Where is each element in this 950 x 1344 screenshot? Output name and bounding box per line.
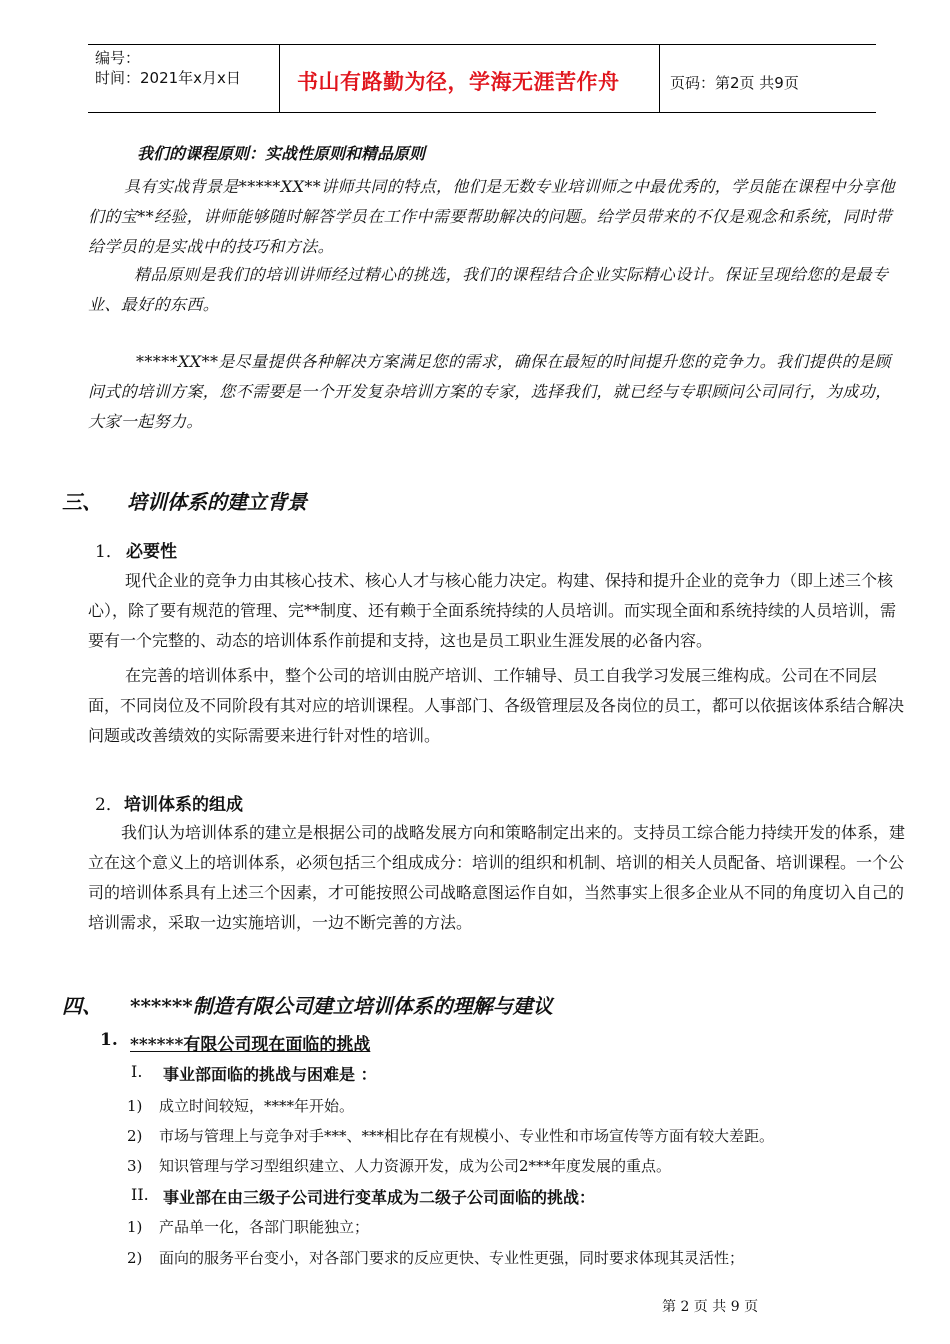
group-I-item-3-number: 3)	[127, 1157, 143, 1175]
group-II-item-1-number: 1)	[127, 1218, 143, 1236]
section-3-sub-1-number: 1．	[95, 542, 123, 562]
intro-title: 我们的课程原则：实战性原则和精品原则	[137, 144, 426, 163]
intro-paragraph-1: 具有实战背景是*****XX**讲师共同的特点，他们是无数专业培训师之中最优秀的，学员能在课程中分享他们的宝**经验，讲师能够随时解答学员在工作中需要帮助解决的问题。给学员带来的不仅是观念和系统，同时带给学员的是实战中的技巧和方法。	[88, 177, 896, 256]
footer-page-number: 第 2 页 共 9 页	[662, 1299, 759, 1315]
header-motto: 书山有路勤为径，学海无涯苦作舟	[297, 70, 620, 94]
header-bottom-rule	[88, 112, 876, 113]
section-3-sub-2-paragraph-1: 我们认为培训体系的建立是根据公司的战略发展方向和策略制定出来的。支持员工综合能力持续开发的体系，建立在这个意义上的培训体系，必须包括三个组成成分：培训的组织和机制、培训的相关人员配备、培训课程。一个公司的培训体系具有上述三个因素，才可能按照公司战略意图运作自如，当然事实上很多企业从不同的角度切入自己的培训需求，采取一边实施培训，一边不断完善的方法。	[88, 823, 906, 932]
group-I-item-1-text: 成立时间较短，****年开始。	[159, 1097, 355, 1115]
intro-paragraph-3: *****XX**是尽量提供各种解决方案满足您的需求，确保在最短的时间提升您的竞争力。我们提供的是顾问式的培训方案，您不需要是一个开发复杂培训方案的专家，选择我们，就已经与专职顾问公司同行，为成功，大家一起努力。	[88, 352, 892, 431]
section-3-sub-2-number: 2．	[95, 795, 123, 815]
section-3-number: 三、	[62, 490, 102, 514]
group-I-number: I.	[131, 1062, 143, 1081]
intro-paragraph-2: 精品原则是我们的培训讲师经过精心的挑选，我们的课程结合企业实际精心设计。保证呈现给您的是最专业、最好的东西。	[88, 265, 889, 314]
header-number-label: 编号：	[95, 49, 141, 67]
header-divider-left	[279, 44, 280, 112]
group-I-title: 事业部面临的挑战与困难是 ：	[163, 1065, 377, 1084]
header-top-rule	[88, 44, 876, 45]
section-3-sub-1-paragraph-1: 现代企业的竞争力由其核心技术、核心人才与核心能力决定。构建、保持和提升企业的竞争力（即上述三个核心），除了要有规范的管理、完**制度、还有赖于全面系统持续的人员培训。而实现全面和系统持续的人员培训，需要有一个完整的、动态的培训体系作前提和支持，这也是员工职业生涯发展的必备内容。	[88, 571, 897, 650]
section-3-sub-2-title: 培训体系的组成	[124, 795, 243, 815]
section-4-title: ******制造有限公司建立培训体系的理解与建议	[130, 994, 553, 1018]
group-I-item-1-number: 1)	[127, 1097, 143, 1115]
group-II-item-2-text: 面向的服务平台变小，对各部门要求的反应更快、专业性更强，同时要求体现其灵活性；	[159, 1249, 745, 1267]
header-divider-right	[659, 44, 660, 112]
header-page-label: 页码：第2页 共9页	[670, 74, 799, 92]
group-I-item-2-number: 2)	[127, 1127, 143, 1145]
group-II-number: II.	[131, 1185, 149, 1204]
section-3-title: 培训体系的建立背景	[127, 490, 307, 514]
section-4-number: 四、	[62, 994, 102, 1018]
group-I-item-2-text: 市场与管理上与竞争对手***、***相比存在有规模小、专业性和市场宣传等方面有较大差距。	[159, 1127, 775, 1145]
group-I-item-3-text: 知识管理与学习型组织建立、人力资源开发，成为公司2***年度发展的重点。	[159, 1157, 672, 1175]
group-II-item-2-number: 2)	[127, 1249, 143, 1267]
section-4-sub-1-title: ******有限公司现在面临的挑战	[130, 1035, 371, 1055]
section-3-sub-1-title: 必要性	[126, 542, 177, 562]
section-4-sub-1-number: 1.	[100, 1030, 118, 1050]
group-II-title: 事业部在由三级子公司进行变革成为二级子公司面临的挑战：	[163, 1188, 596, 1207]
group-II-item-1-text: 产品单一化，各部门职能独立；	[159, 1218, 370, 1236]
header-time-label: 时间：2021年x月x日	[95, 69, 241, 87]
section-3-sub-1-paragraph-2: 在完善的培训体系中，整个公司的培训由脱产培训、工作辅导、员工自我学习发展三维构成。公司在不同层面，不同岗位及不同阶段有其对应的培训课程。人事部门、各级管理层及各岗位的员工，都可以依据该体系结合解决问题或改善绩效的实际需要来进行针对性的培训。	[88, 666, 905, 745]
